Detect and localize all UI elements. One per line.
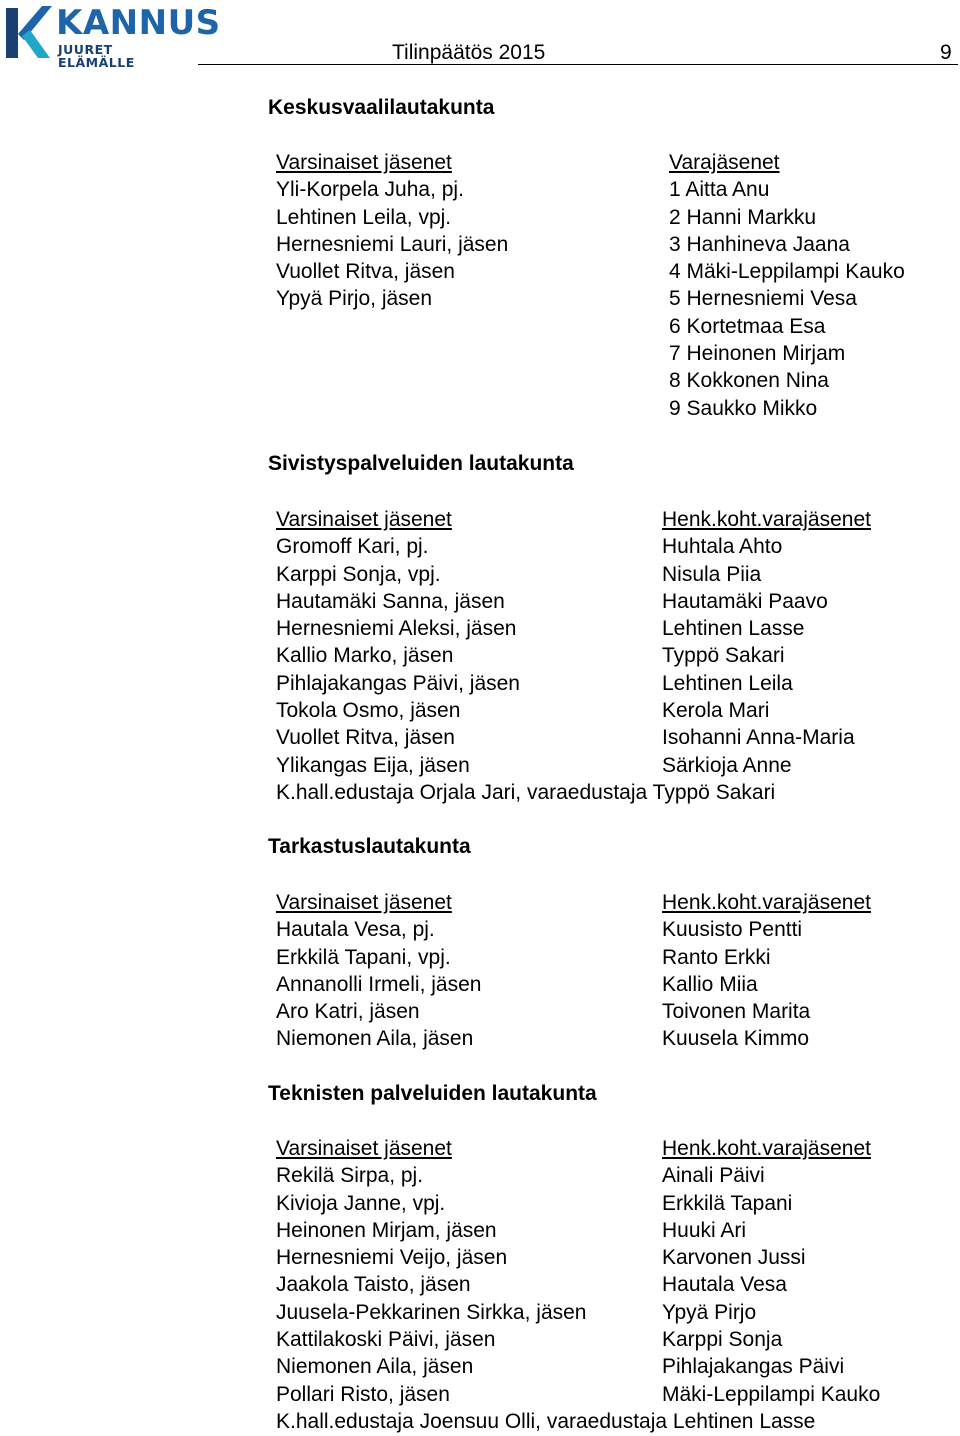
council-representative-note: K.hall.edustaja Orjala Jari, varaedustaja Typpö Sakari bbox=[276, 781, 776, 804]
emblem-lower-arm bbox=[22, 30, 50, 58]
deputies-header: Henk.koht.varajäsenet bbox=[662, 891, 871, 914]
member-item: Yli-Korpela Juha, pj. bbox=[276, 178, 464, 202]
deputy-item: Huuki Ari bbox=[662, 1218, 747, 1242]
deputy-item: 2 Hanni Markku bbox=[669, 205, 817, 229]
member-item: Kivioja Janne, vpj. bbox=[276, 1191, 446, 1215]
emblem-upper-arm bbox=[18, 6, 52, 40]
member-item: Niemonen Aila, jäsen bbox=[276, 1355, 474, 1379]
member-item: Pollari Risto, jäsen bbox=[276, 1382, 450, 1406]
member-item: Niemonen Aila, jäsen bbox=[276, 1027, 474, 1051]
deputy-item: 3 Hanhineva Jaana bbox=[669, 232, 850, 256]
member-item: Tokola Osmo, jäsen bbox=[276, 699, 461, 723]
deputy-item: 6 Kortetmaa Esa bbox=[669, 314, 826, 338]
deputy-item: Karvonen Jussi bbox=[662, 1246, 806, 1270]
member-item: Hernesniemi Veijo, jäsen bbox=[276, 1246, 508, 1270]
member-item: Karppi Sonja, vpj. bbox=[276, 562, 441, 586]
council-representative-note: K.hall.edustaja Joensuu Olli, varaedustaja Lehtinen Lasse bbox=[276, 1410, 816, 1433]
members-header: Varsinaiset jäsenet bbox=[276, 1137, 452, 1160]
member-item: Hernesniemi Aleksi, jäsen bbox=[276, 617, 517, 641]
section-title-sivistyspalveluiden-lautakunta: Sivistyspalveluiden lautakunta bbox=[268, 452, 574, 475]
section-title-keskusvaalilautakunta: Keskusvaalilautakunta bbox=[268, 96, 495, 119]
member-item: Hautala Vesa, pj. bbox=[276, 918, 435, 942]
deputy-item: 1 Aitta Anu bbox=[669, 178, 770, 202]
deputy-item: Huhtala Ahto bbox=[662, 535, 783, 559]
member-item: Jaakola Taisto, jäsen bbox=[276, 1273, 471, 1297]
members-list bbox=[276, 1135, 587, 1408]
deputy-item: 5 Hernesniemi Vesa bbox=[669, 287, 857, 311]
members-list bbox=[276, 149, 508, 313]
deputy-item: Ranto Erkki bbox=[662, 945, 771, 969]
deputy-item: 4 Mäki-Leppilampi Kauko bbox=[669, 260, 905, 284]
deputy-item: 7 Heinonen Mirjam bbox=[669, 342, 846, 366]
member-item: Gromoff Kari, pj. bbox=[276, 535, 429, 559]
deputy-item: 9 Saukko Mikko bbox=[669, 396, 818, 420]
member-item: Vuollet Ritva, jäsen bbox=[276, 260, 455, 284]
section-title-tarkastuslautakunta: Tarkastuslautakunta bbox=[268, 835, 471, 858]
members-list bbox=[276, 506, 520, 779]
deputies-list bbox=[662, 506, 871, 779]
document-title: Tilinpäätös 2015 bbox=[392, 41, 546, 64]
member-item: Kallio Marko, jäsen bbox=[276, 644, 454, 668]
member-item: Kattilakoski Päivi, jäsen bbox=[276, 1328, 496, 1352]
member-item: Aro Katri, jäsen bbox=[276, 1000, 420, 1024]
deputy-item: Lehtinen Leila bbox=[662, 671, 793, 695]
header-rule bbox=[198, 64, 958, 65]
deputy-item: Ypyä Pirjo bbox=[662, 1300, 757, 1324]
member-item: Ylikangas Eija, jäsen bbox=[276, 753, 470, 777]
deputy-item: Hautamäki Paavo bbox=[662, 589, 828, 613]
deputy-item: Ainali Päivi bbox=[662, 1164, 765, 1188]
deputy-item: Toivonen Marita bbox=[662, 1000, 811, 1024]
deputies-header: Henk.koht.varajäsenet bbox=[662, 1137, 871, 1160]
member-item: Erkkilä Tapani, vpj. bbox=[276, 945, 451, 969]
deputy-item: Kallio Miia bbox=[662, 972, 758, 996]
deputy-item: Typpö Sakari bbox=[662, 644, 785, 668]
deputy-item: Kuusisto Pentti bbox=[662, 918, 803, 942]
kannus-logo bbox=[4, 3, 221, 70]
members-list bbox=[276, 889, 481, 1053]
deputies-header: Varajäsenet bbox=[669, 151, 780, 174]
kannus-k-emblem-icon bbox=[4, 4, 54, 62]
member-item: Hautamäki Sanna, jäsen bbox=[276, 589, 505, 613]
deputy-item: Kerola Mari bbox=[662, 699, 770, 723]
member-item: Annanolli Irmeli, jäsen bbox=[276, 972, 482, 996]
members-header: Varsinaiset jäsenet bbox=[276, 891, 452, 914]
deputy-item: Kuusela Kimmo bbox=[662, 1027, 810, 1051]
deputy-item: Hautala Vesa bbox=[662, 1273, 787, 1297]
deputies-list bbox=[662, 889, 871, 1053]
members-header: Varsinaiset jäsenet bbox=[276, 151, 452, 174]
member-item: Lehtinen Leila, vpj. bbox=[276, 205, 452, 229]
member-item: Heinonen Mirjam, jäsen bbox=[276, 1218, 497, 1242]
logo-slogan: JUURET ELÄMÄLLE bbox=[58, 42, 135, 70]
deputy-item: Lehtinen Lasse bbox=[662, 617, 805, 641]
page-number: 9 bbox=[940, 41, 952, 64]
deputy-item: Mäki-Leppilampi Kauko bbox=[662, 1382, 881, 1406]
members-header: Varsinaiset jäsenet bbox=[276, 508, 452, 531]
deputy-item: Erkkilä Tapani bbox=[662, 1191, 793, 1215]
deputy-item: Isohanni Anna-Maria bbox=[662, 726, 855, 750]
member-item: Vuollet Ritva, jäsen bbox=[276, 726, 455, 750]
deputies-list bbox=[662, 1135, 880, 1408]
deputies-header: Henk.koht.varajäsenet bbox=[662, 508, 871, 531]
deputy-item: Särkioja Anne bbox=[662, 753, 792, 777]
deputy-item: Pihlajakangas Päivi bbox=[662, 1355, 845, 1379]
member-item: Hernesniemi Lauri, jäsen bbox=[276, 232, 509, 256]
emblem-stem bbox=[6, 8, 18, 58]
deputy-item: Karppi Sonja bbox=[662, 1328, 783, 1352]
member-item: Rekilä Sirpa, pj. bbox=[276, 1164, 424, 1188]
section-title-teknisten-palveluiden-lautakunta: Teknisten palveluiden lautakunta bbox=[268, 1082, 597, 1105]
member-item: Pihlajakangas Päivi, jäsen bbox=[276, 671, 520, 695]
logo-wordmark: KANNUS bbox=[56, 3, 221, 43]
deputies-list bbox=[669, 149, 905, 422]
member-item: Juusela-Pekkarinen Sirkka, jäsen bbox=[276, 1300, 587, 1324]
member-item: Ypyä Pirjo, jäsen bbox=[276, 287, 433, 311]
deputy-item: Nisula Piia bbox=[662, 562, 762, 586]
deputy-item: 8 Kokkonen Nina bbox=[669, 369, 829, 393]
